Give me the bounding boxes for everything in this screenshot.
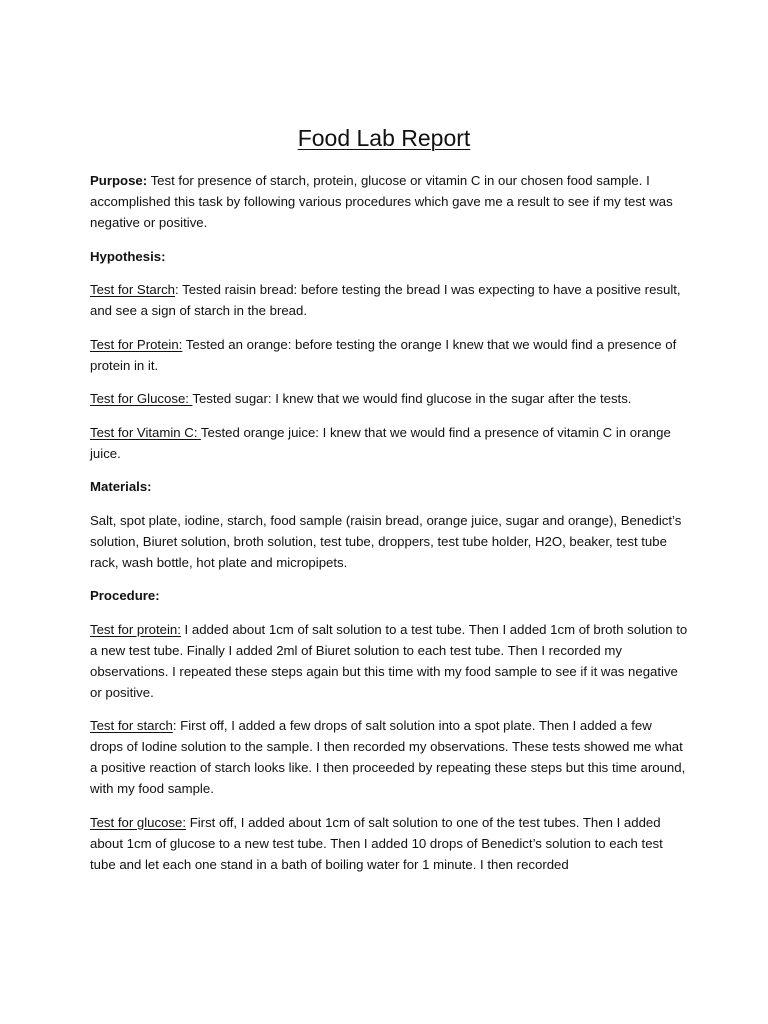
hypothesis-glucose-label: Test for Glucose: (90, 391, 193, 406)
hypothesis-protein-text: Tested an orange: before testing the orange I knew that we would find a presence of protein in it. (90, 336, 677, 373)
hypothesis-glucose-text: Tested sugar: I knew that we would find glucose in the sugar after the tests. (192, 391, 632, 406)
hypothesis-protein-label: Test for Protein: (90, 336, 183, 352)
materials-text: Salt, spot plate, iodine, starch, food sample (raisin bread, orange juice, sugar and orange), Benedict’s solution, Biuret solution, broth solution, test tube, droppers, test tube holder, H2O, beaker, test tube rack, wash bottle, hot plate and micropipets. (90, 512, 682, 570)
hypothesis-heading: Hypothesis: (90, 248, 166, 264)
purpose-label: Purpose: (90, 173, 148, 188)
procedure-starch (90, 715, 688, 799)
hypothesis-glucose (90, 388, 688, 409)
procedure-glucose-text: First off, I added about 1cm of salt solution to one of the test tubes. Then I added about 1cm of glucose to a new test tube. Then I added 10 drops of Benedict’s solution to each test tube and let each one stand in a bath of boiling water for 1 minute. I then recorded (90, 814, 663, 872)
procedure-starch-label: Test for starch (90, 718, 173, 733)
materials-heading: Materials: (90, 479, 152, 494)
purpose-paragraph (90, 170, 688, 233)
procedure-protein (90, 619, 688, 703)
hypothesis-starch (90, 279, 688, 321)
document-title: Food Lab Report (297, 125, 471, 151)
document-body (90, 170, 688, 887)
hypothesis-vitamin-c (90, 422, 688, 464)
hypothesis-vitamin-c-label: Test for Vitamin C: (90, 424, 201, 440)
purpose-text: Test for presence of starch, protein, glucose or vitamin C in our chosen food sample. I accomplished this task by following various procedures which gave me a result to see if my test was negative or positive. (90, 173, 673, 230)
hypothesis-vitamin-c-text: Tested orange juice: I knew that we would find a presence of vitamin C in orange juice. (90, 424, 671, 461)
hypothesis-protein (90, 334, 688, 376)
procedure-protein-label: Test for protein: (90, 621, 181, 637)
procedure-starch-text: : First off, I added a few drops of salt solution into a spot plate. Then I added a few drops of Iodine solution to the sample. I then recorded my observations. These tests showed me what a positive reaction of starch looks like. I then proceeded by repeating these steps but this time around, with my food sample. (90, 718, 686, 796)
procedure-glucose (90, 812, 688, 875)
hypothesis-starch-label: Test for Starch (90, 282, 176, 297)
procedure-heading: Procedure: (90, 588, 160, 603)
hypothesis-starch-text: : Tested raisin bread: before testing the bread I was expecting to have a positive result, and see a sign of starch in the bread. (90, 282, 681, 318)
procedure-glucose-label: Test for glucose: (90, 814, 187, 830)
procedure-protein-text: I added about 1cm of salt solution to a test tube. Then I added 1cm of broth solution to a new test tube. Finally I added 2ml of Biuret solution to each test tube. Then I recorded my observations. I repeated these steps again but this time with my food sample to see if it was negative or positive. (90, 621, 688, 700)
